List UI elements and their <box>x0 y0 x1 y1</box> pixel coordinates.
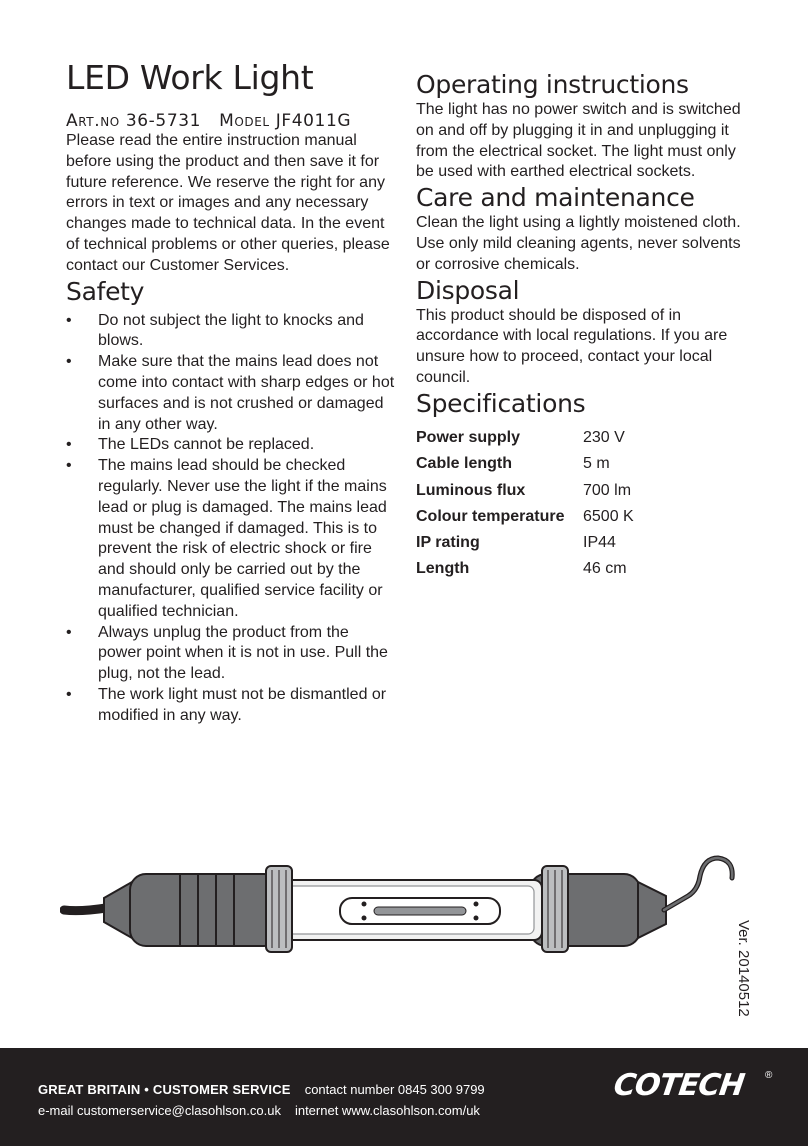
spec-value: 230 V <box>583 428 625 446</box>
spec-row <box>416 477 634 503</box>
spec-value: 46 cm <box>583 560 627 578</box>
safety-item: • Always unplug the product from the power point when it is not in use. Pull the plug, not the lead. <box>66 623 396 685</box>
registered-mark: ® <box>765 1070 773 1081</box>
operating-heading: Operating instructions <box>416 70 689 99</box>
footer-line-1 <box>38 1082 485 1097</box>
footer-bar <box>0 1048 808 1146</box>
footer-region: GREAT BRITAIN • CUSTOMER SERVICE <box>38 1082 291 1097</box>
disposal-text: This product should be disposed of in accordance with local regulations. If you are unsure how to proceed, contact your local council. <box>416 306 728 386</box>
footer-internet: internet www.clasohlson.com/uk <box>294 1103 480 1118</box>
operating-text: The light has no power switch and is switched on and off by plugging it in and unplugging it from the electrical socket. The light must only be used with earthed electrical sockets. <box>416 101 741 181</box>
spec-row <box>416 451 634 477</box>
safety-item: • Do not subject the light to knocks and blows. <box>66 311 396 353</box>
version-label: Ver. 20140512 <box>735 920 752 1017</box>
safety-item: • Make sure that the mains lead does not come into contact with sharp edges or hot surfaces and is not crushed or damaged in any other way. <box>66 352 396 435</box>
spec-label: Length <box>416 560 470 578</box>
spec-label: Power supply <box>416 428 521 446</box>
page-title: LED Work Light <box>66 58 314 97</box>
spec-label: IP rating <box>416 534 480 552</box>
footer-contact-number: contact number 0845 300 9799 <box>304 1082 485 1097</box>
safety-item: • The LEDs cannot be replaced. <box>66 435 396 456</box>
spec-value: IP44 <box>583 534 616 552</box>
spec-value: 700 lm <box>583 481 632 499</box>
spec-label: Colour temperature <box>416 507 565 525</box>
specifications-table <box>416 425 634 583</box>
spec-label: Cable length <box>416 455 513 473</box>
footer-line-2 <box>38 1103 480 1118</box>
spec-row <box>416 556 634 582</box>
intro-text: Please read the entire instruction manual before using the product and then save it for future reference. We reserve the right for any errors in text or images and any necessary changes made to technical data. In the event of technical problems or other queries, please contact our Customer Services. <box>66 132 390 274</box>
safety-item: • The mains lead should be checked regularly. Never use the light if the mains lead or plug is damaged. The mains lead must be changed if damaged. This is to prevent the risk of electric shock or fire and should only be carried out by the manufacturer, qualified service facility or qualified technician. <box>66 456 396 622</box>
left-column <box>66 58 396 727</box>
safety-heading: Safety <box>66 276 145 306</box>
work-light-illustration <box>60 852 740 962</box>
article-number: Art.no 36-5731 <box>66 111 202 131</box>
cotech-logo: COTECH <box>611 1068 747 1103</box>
safety-item: • The work light must not be dismantled or modified in any way. <box>66 685 396 727</box>
spec-row <box>416 530 634 556</box>
spec-label: Luminous flux <box>416 481 526 499</box>
footer-email: e-mail customerservice@clasohlson.co.uk <box>38 1103 281 1118</box>
model-number: Model JF4011G <box>219 111 352 131</box>
right-column <box>416 70 756 583</box>
care-text: Clean the light using a lightly moistened cloth. Use only mild cleaning agents, never solvents or corrosive chemicals. <box>416 214 741 273</box>
specifications-heading: Specifications <box>416 388 586 418</box>
spec-row <box>416 425 634 451</box>
spec-value: 5 m <box>583 455 610 473</box>
disposal-heading: Disposal <box>416 275 520 305</box>
safety-list <box>66 311 396 727</box>
spec-row <box>416 504 634 530</box>
care-heading: Care and maintenance <box>416 183 695 213</box>
article-line <box>66 111 396 131</box>
spec-value: 6500 K <box>583 507 634 525</box>
